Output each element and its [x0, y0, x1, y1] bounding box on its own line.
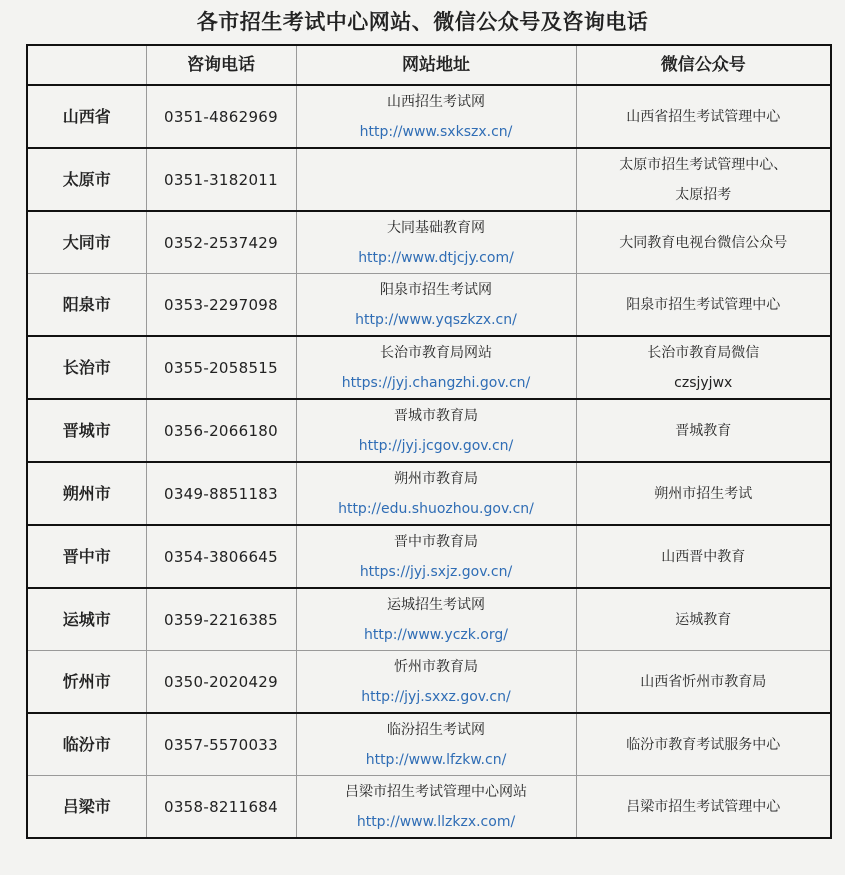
wechat-account: 阳泉市招生考试管理中心	[626, 296, 781, 313]
wechat-cell	[576, 85, 831, 148]
table-row	[27, 274, 831, 337]
city-name: 朔州市	[27, 462, 146, 525]
wechat-account: 大同教育电视台微信公众号	[619, 234, 788, 251]
website-name: 山西招生考试网	[387, 93, 485, 110]
website-link[interactable]: http://www.dtjcjy.com/	[358, 249, 514, 266]
header-phone: 咨询电话	[146, 45, 296, 85]
city-name: 临汾市	[27, 713, 146, 776]
table-row	[27, 85, 831, 148]
table-row	[27, 776, 831, 839]
website-link[interactable]: http://www.lfzkw.cn/	[365, 751, 507, 768]
website-name: 晋城市教育局	[394, 407, 478, 424]
wechat-account: 山西晋中教育	[661, 548, 746, 565]
table-row	[27, 148, 831, 211]
city-name: 晋中市	[27, 525, 146, 588]
phone-number: 0357-5570033	[146, 713, 296, 776]
wechat-cell	[576, 776, 831, 839]
wechat-cell	[576, 525, 831, 588]
website-name: 忻州市教育局	[394, 658, 478, 675]
header-website: 网站地址	[296, 45, 576, 85]
website-link[interactable]: https://jyj.sxjz.gov.cn/	[359, 563, 513, 580]
wechat-account: 晋城教育	[675, 422, 732, 439]
phone-number: 0358-8211684	[146, 776, 296, 839]
wechat-cell	[576, 148, 831, 211]
page-title: 各市招生考试中心网站、微信公众号及咨询电话	[196, 10, 649, 34]
website-cell	[296, 713, 576, 776]
phone-number: 0359-2216385	[146, 588, 296, 651]
city-name: 忻州市	[27, 651, 146, 714]
wechat-account: 太原市招生考试管理中心、	[619, 156, 788, 173]
website-cell	[296, 651, 576, 714]
contact-table	[26, 44, 832, 839]
city-name: 运城市	[27, 588, 146, 651]
table-row	[27, 713, 831, 776]
website-cell	[296, 274, 576, 337]
website-name: 朔州市教育局	[394, 470, 478, 487]
table-row	[27, 525, 831, 588]
phone-number: 0351-4862969	[146, 85, 296, 148]
wechat-account: 运城教育	[675, 611, 732, 628]
table-row	[27, 462, 831, 525]
wechat-account: 山西省招生考试管理中心	[626, 108, 781, 125]
phone-number: 0355-2058515	[146, 336, 296, 399]
phone-number: 0349-8851183	[146, 462, 296, 525]
city-name: 晋城市	[27, 399, 146, 462]
city-name: 大同市	[27, 211, 146, 274]
website-name: 晋中市教育局	[394, 533, 478, 550]
city-name: 长治市	[27, 336, 146, 399]
website-link[interactable]: http://www.sxkszx.cn/	[359, 123, 513, 140]
website-name: 阳泉市招生考试网	[380, 281, 492, 298]
city-name: 吕梁市	[27, 776, 146, 839]
wechat-cell	[576, 588, 831, 651]
wechat-account: 太原招考	[675, 186, 732, 203]
phone-number: 0352-2537429	[146, 211, 296, 274]
phone-number: 0356-2066180	[146, 399, 296, 462]
phone-number: 0351-3182011	[146, 148, 296, 211]
website-name: 临汾招生考试网	[387, 721, 485, 738]
wechat-cell	[576, 399, 831, 462]
website-cell	[296, 776, 576, 839]
table-row	[27, 211, 831, 274]
wechat-cell	[576, 462, 831, 525]
wechat-cell	[576, 651, 831, 714]
wechat-cell	[576, 713, 831, 776]
website-link[interactable]: http://edu.shuozhou.gov.cn/	[338, 500, 534, 517]
table-header-row	[27, 45, 831, 85]
website-cell	[296, 399, 576, 462]
website-link[interactable]: https://jyj.changzhi.gov.cn/	[341, 374, 531, 391]
city-name: 山西省	[27, 85, 146, 148]
wechat-account: 山西省忻州市教育局	[640, 673, 767, 690]
website-name: 长治市教育局网站	[380, 344, 492, 361]
website-link[interactable]: http://www.llzkzx.com/	[356, 813, 516, 830]
website-name: 大同基础教育网	[387, 219, 485, 236]
city-name: 太原市	[27, 148, 146, 211]
website-name: 吕梁市招生考试管理中心网站	[345, 783, 527, 800]
website-link[interactable]: http://www.yczk.org/	[364, 626, 508, 643]
website-link[interactable]: http://jyj.jcgov.gov.cn/	[358, 437, 514, 454]
phone-number: 0354-3806645	[146, 525, 296, 588]
phone-number: 0350-2020429	[146, 651, 296, 714]
table-row	[27, 336, 831, 399]
website-cell	[296, 148, 576, 211]
website-name: 运城招生考试网	[387, 596, 485, 613]
website-cell	[296, 588, 576, 651]
city-name: 阳泉市	[27, 274, 146, 337]
table-row	[27, 588, 831, 651]
table-row	[27, 399, 831, 462]
wechat-cell	[576, 274, 831, 337]
table-row	[27, 651, 831, 714]
wechat-cell	[576, 211, 831, 274]
wechat-account: 吕梁市招生考试管理中心	[626, 798, 781, 815]
website-cell	[296, 336, 576, 399]
wechat-account: 朔州市招生考试	[654, 485, 753, 502]
website-link[interactable]: http://www.yqszkzx.cn/	[355, 311, 517, 328]
wechat-account: 长治市教育局微信	[647, 344, 760, 361]
header-blank	[27, 45, 146, 85]
header-wechat: 微信公众号	[576, 45, 831, 85]
website-cell	[296, 85, 576, 148]
wechat-cell	[576, 336, 831, 399]
website-cell	[296, 462, 576, 525]
wechat-account: czsjyjwx	[674, 374, 733, 391]
phone-number: 0353-2297098	[146, 274, 296, 337]
website-link[interactable]: http://jyj.sxxz.gov.cn/	[361, 688, 511, 705]
website-cell	[296, 211, 576, 274]
website-cell	[296, 525, 576, 588]
wechat-account: 临汾市教育考试服务中心	[626, 736, 781, 753]
